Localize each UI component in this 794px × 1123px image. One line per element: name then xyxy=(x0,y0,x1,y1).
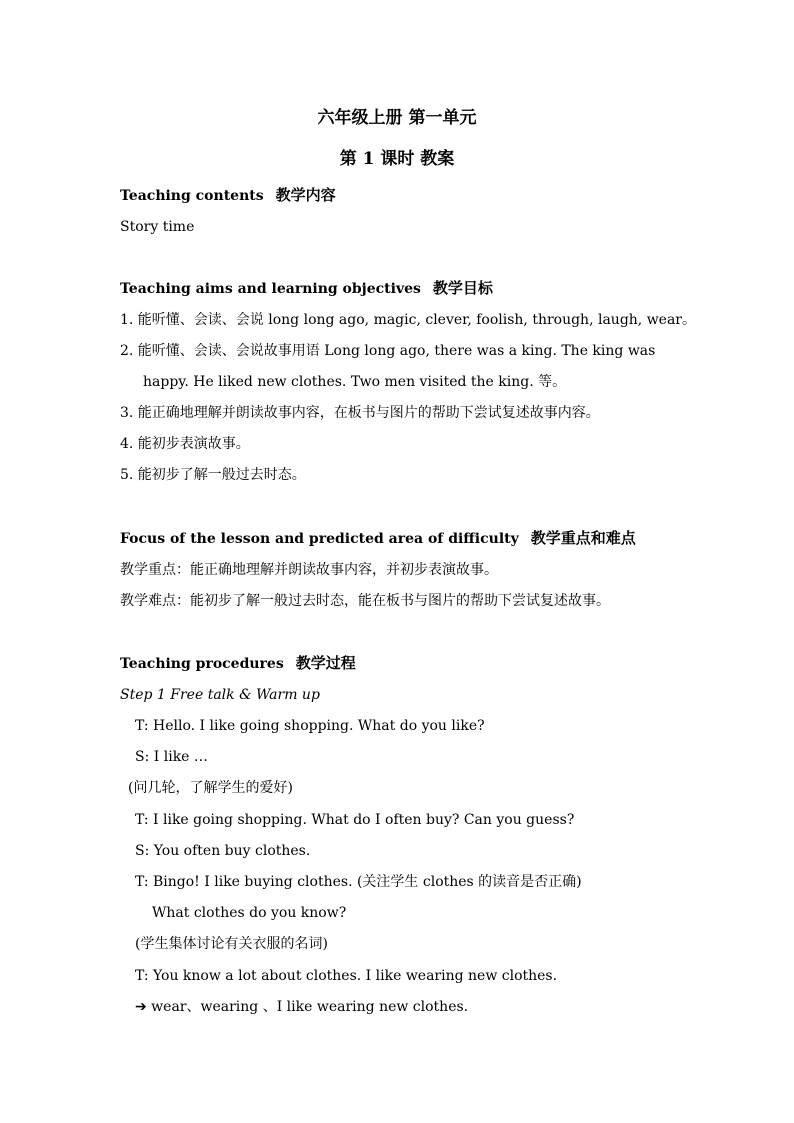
dialogue-line-3: T: I like going shopping. What do I often buy? Can you guess? xyxy=(135,812,575,828)
heading-en: Teaching procedures xyxy=(120,656,284,672)
dialogue-line-7: T: You know a lot about clothes. I like wearing new clothes. xyxy=(135,968,558,984)
heading-cn: 教学过程 xyxy=(295,654,356,672)
title-line-2: 第 1 课时 教案 xyxy=(339,149,455,169)
focus-key-point: 教学重点：能正确地理解并朗读故事内容，并初步表演故事。 xyxy=(120,562,498,578)
dialogue-line-6: What clothes do you know? xyxy=(152,905,347,921)
dialogue-line-5: T: Bingo! I like buying clothes. (关注学生 clothes 的读音是否正确) xyxy=(135,874,582,890)
aims-item-1: 1. 能听懂、会读、会说 long long ago, magic, clever, foolish, through, laugh, wear。 xyxy=(120,312,697,328)
heading-teaching-contents xyxy=(120,186,336,205)
heading-cn: 教学目标 xyxy=(432,279,493,297)
heading-cn: 教学重点和难点 xyxy=(530,529,636,547)
aims-item-5: 5. 能初步了解一般过去时态。 xyxy=(120,467,306,483)
aims-item-4: 4. 能初步表演故事。 xyxy=(120,436,250,452)
heading-focus-difficulty xyxy=(120,529,636,548)
heading-teaching-procedures xyxy=(120,654,356,673)
dialogue-note-2: (学生集体讨论有关衣服的名词) xyxy=(135,936,328,952)
aims-item-2-continued: happy. He liked new clothes. Two men visited the king. 等。 xyxy=(143,374,567,390)
title-line-1: 六年级上册 第一单元 xyxy=(317,108,477,128)
focus-difficulty: 教学难点：能初步了解一般过去时态，能在板书与图片的帮助下尝试复述故事。 xyxy=(120,593,610,609)
heading-teaching-aims xyxy=(120,279,493,298)
aims-item-3: 3. 能正确地理解并朗读故事内容，在板书与图片的帮助下尝试复述故事内容。 xyxy=(120,405,600,421)
heading-en: Teaching contents xyxy=(120,188,264,204)
dialogue-line-1: T: Hello. I like going shopping. What do you like? xyxy=(135,718,485,734)
aims-item-2: 2. 能听懂、会读、会说故事用语 Long long ago, there was a king. The king was xyxy=(120,343,656,359)
dialogue-line-4: S: You often buy clothes. xyxy=(135,843,311,859)
heading-cn: 教学内容 xyxy=(275,186,336,204)
dialogue-line-8: ➔ wear、wearing 、I like wearing new clothes. xyxy=(135,999,469,1015)
dialogue-note-1: (问几轮，了解学生的爱好) xyxy=(128,780,293,796)
contents-body: Story time xyxy=(120,219,195,235)
heading-en: Teaching aims and learning objectives xyxy=(120,281,421,297)
step-1-title: Step 1 Free talk & Warm up xyxy=(120,687,320,703)
heading-en: Focus of the lesson and predicted area of difficulty xyxy=(120,531,519,547)
dialogue-line-2: S: I like … xyxy=(135,749,208,765)
